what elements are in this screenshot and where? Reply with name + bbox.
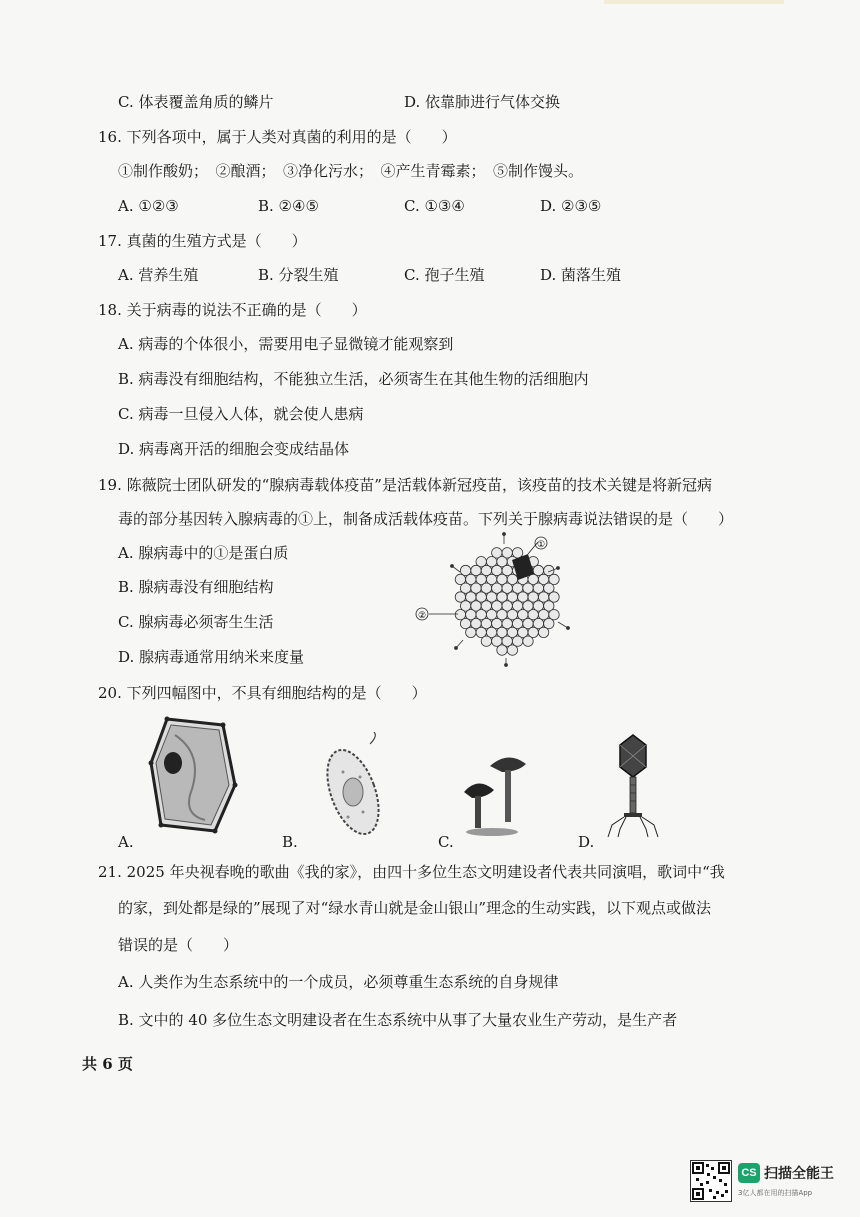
capsomere xyxy=(538,627,548,637)
q21-stem-line-2: 的家，到处都是绿的”展现了对“绿水青山就是金山银山”理念的生动实践，以下观点或做法 xyxy=(118,899,712,917)
q17-option-c: C. 孢子生殖 xyxy=(404,266,485,284)
capsomere xyxy=(466,627,476,637)
q18-option-b: B. 病毒没有细胞结构，不能独立生活，必须寄生在其他生物的活细胞内 xyxy=(118,370,589,388)
q18-option-c: C. 病毒一旦侵入人体，就会使人患病 xyxy=(118,405,364,423)
q18-stem: 18. 关于病毒的说法不正确的是（ ） xyxy=(98,301,367,319)
q18-option-d: D. 病毒离开活的细胞会变成结晶体 xyxy=(118,440,350,458)
cs-logo-badge: CS xyxy=(738,1163,760,1183)
q19-stem-line-1: 19. 陈薇院士团队研发的“腺病毒载体疫苗”是活载体新冠疫苗，该疫苗的技术关键是将新冠病 xyxy=(98,476,712,494)
q20-stem: 20. 下列四幅图中，不具有细胞结构的是（ ） xyxy=(98,684,427,702)
q20-label-c: C. xyxy=(438,833,454,851)
q17-option-d: D. 菌落生殖 xyxy=(540,266,622,284)
q18-option-a: A. 病毒的个体很小，需要用电子显微镜才能观察到 xyxy=(118,335,454,353)
capsomere xyxy=(523,636,533,646)
q19-option-c: C. 腺病毒必须寄生生活 xyxy=(118,613,274,631)
q17-option-b: B. 分裂生殖 xyxy=(258,266,339,284)
capsomere-spheres xyxy=(455,548,559,656)
q15-option-d: D. 依靠肺进行气体交换 xyxy=(404,93,561,111)
q16-option-b: B. ②④⑤ xyxy=(258,197,319,215)
q19-stem-line-2: 毒的部分基因转入腺病毒的①上，制备成活载体疫苗。下列关于腺病毒说法错误的是（ ） xyxy=(118,510,734,528)
brand-slogan: 3亿人都在用的扫描App xyxy=(738,1189,813,1197)
q19-option-d: D. 腺病毒通常用纳米来度量 xyxy=(118,648,305,666)
capsomere xyxy=(497,645,507,655)
label-1: ① xyxy=(536,540,546,550)
label-2: ② xyxy=(417,611,427,621)
q21-stem-line-1: 21. 2025 年央视春晚的歌曲《我的家》，由四十多位生态文明建设者代表共同演唱，歌词中“我 xyxy=(98,863,725,881)
q16-option-a: A. ①②③ xyxy=(118,197,179,215)
q16-stem: 16. 下列各项中，属于人类对真菌的利用的是（ ） xyxy=(98,128,457,146)
bacterium-image xyxy=(318,732,388,840)
brand-name: 扫描全能王 xyxy=(764,1166,834,1182)
qr-code-icon xyxy=(690,1160,732,1202)
bacteriophage-image xyxy=(604,733,662,839)
q19-option-b: B. 腺病毒没有细胞结构 xyxy=(118,578,274,596)
adenovirus-diagram xyxy=(408,532,583,667)
q16-items: ①制作酸奶； ②酿酒； ③净化污水； ④产生青霉素； ⑤制作馒头。 xyxy=(118,162,584,180)
q17-option-a: A. 营养生殖 xyxy=(118,266,199,284)
q16-option-c: C. ①③④ xyxy=(404,197,465,215)
scanner-watermark xyxy=(690,1160,850,1204)
plant-cell-image xyxy=(145,715,240,835)
q20-label-a: A. xyxy=(118,833,134,851)
q20-label-d: D. xyxy=(578,833,595,851)
q17-stem: 17. 真菌的生殖方式是（ ） xyxy=(98,232,307,250)
top-scan-stripe xyxy=(604,0,784,4)
q21-option-b: B. 文中的 40 多位生态文明建设者在生态系统中从事了大量农业生产劳动，是生产者 xyxy=(118,1011,678,1029)
page-count-footer: 共 6 页 xyxy=(82,1055,133,1073)
q15-option-c: C. 体表覆盖角质的鳞片 xyxy=(118,93,274,111)
capsomere xyxy=(507,645,517,655)
q20-label-b: B. xyxy=(282,833,298,851)
q16-option-d: D. ②③⑤ xyxy=(540,197,602,215)
mushroom-image xyxy=(462,750,532,838)
capsomere xyxy=(481,636,491,646)
q21-stem-line-3: 错误的是（ ） xyxy=(118,936,239,954)
q21-option-a: A. 人类作为生态系统中的一个成员，必须尊重生态系统的自身规律 xyxy=(118,973,559,991)
q19-option-a: A. 腺病毒中的①是蛋白质 xyxy=(118,544,289,562)
